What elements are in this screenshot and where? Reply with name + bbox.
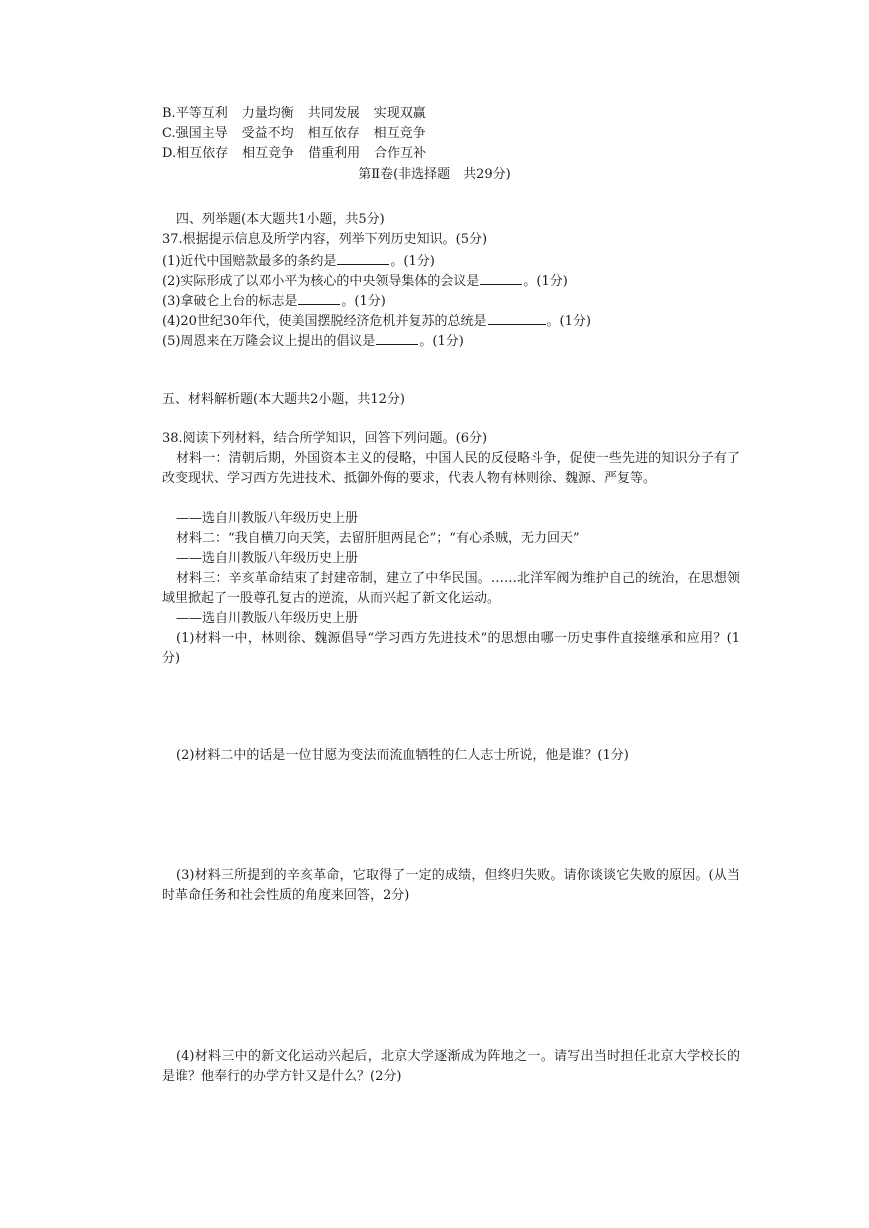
option-item: 共同发展	[307, 106, 360, 121]
option-item: 相互竞争	[373, 126, 426, 141]
sub-question-3: (3)材料三所提到的辛亥革命，它取得了一定的成绩，但终归失败。请你谈谈它失败的原因。(从当时革命任务和社会性质的角度来回答，2分)	[162, 868, 740, 903]
list-item: (5)周恩来在万隆会议上提出的倡议是 。(1分)	[162, 330, 464, 350]
part2-title: 第Ⅱ卷(非选择题 共29分)	[358, 167, 511, 182]
sub-question-4: (4)材料三中的新文化运动兴起后，北京大学逐渐成为阵地之一。请写出当时担任北京大学校长的是谁？他奉行的办学方针又是什么？(2分)	[162, 1049, 740, 1084]
sub-question-2: (2)材料二中的话是一位甘愿为变法而流血牺牲的仁人志士所说，他是谁？(1分)	[176, 748, 629, 763]
option-item: 相互竞争	[242, 146, 295, 161]
option-item: 相互依存	[307, 126, 360, 141]
option-item: 合作互补	[374, 146, 427, 161]
material-1-source: ——选自川教版八年级历史上册	[176, 511, 359, 526]
list-item: (1)近代中国赔款最多的条约是 。(1分)	[162, 250, 435, 270]
sub-question-1: (1)材料一中，林则徐、魏源倡导“学习西方先进技术”的思想由哪一历史事件直接继承和应用？(1分)	[162, 631, 740, 666]
option-item: 实现双赢	[373, 106, 426, 121]
option-item: 相互依存	[176, 146, 229, 161]
answer-blank[interactable]	[376, 330, 418, 345]
section4-heading: 四、列举题(本大题共1小题，共5分)	[176, 212, 385, 227]
material-2-source: ——选自川教版八年级历史上册	[176, 551, 359, 566]
option-item: 受益不均	[241, 126, 294, 141]
option-item: 力量均衡	[241, 106, 294, 121]
section5-heading: 五、材料解析题(本大题共2小题，共12分)	[162, 392, 405, 407]
option-d	[162, 144, 440, 164]
option-item: 借重利用	[308, 146, 361, 161]
question-37: 37.根据提示信息及所学内容，列举下列历史知识。(5分)	[162, 232, 488, 247]
option-letter: D.	[162, 146, 177, 161]
option-letter: B.	[162, 106, 176, 121]
material-2: 材料二：“我自横刀向天笑，去留肝胆两昆仑”；“有心杀贼，无力回天”	[176, 531, 580, 546]
option-c	[162, 124, 440, 144]
material-3: 材料三：辛亥革命结束了封建帝制，建立了中华民国。……北洋军阀为维护自己的统治，在思想领域里掀起了一股尊孔复古的逆流，从而兴起了新文化运动。	[162, 571, 740, 606]
question-38: 38.阅读下列材料，结合所学知识，回答下列问题。(6分)	[162, 431, 488, 446]
list-item: (4)20世纪30年代，使美国摆脱经济危机并复苏的总统是 。(1分)	[162, 310, 591, 330]
answer-blank[interactable]	[488, 310, 546, 325]
answer-blank[interactable]	[298, 290, 340, 305]
option-b	[162, 104, 440, 124]
answer-blank[interactable]	[480, 270, 522, 285]
option-letter: C.	[162, 126, 176, 141]
material-1: 材料一：清朝后期，外国资本主义的侵略，中国人民的反侵略斗争，促使一些先进的知识分子有了改变现状、学习西方先进技术、抵御外侮的要求，代表人物有林则徐、魏源、严复等。	[162, 451, 740, 486]
option-item: 平等互利	[175, 106, 228, 121]
answer-blank[interactable]	[337, 250, 389, 265]
material-3-source: ——选自川教版八年级历史上册	[176, 611, 359, 626]
list-item: (3)拿破仑上台的标志是 。(1分)	[162, 290, 386, 310]
option-item: 强国主导	[175, 126, 228, 141]
list-item: (2)实际形成了以邓小平为核心的中央领导集体的会议是 。(1分)	[162, 270, 568, 290]
